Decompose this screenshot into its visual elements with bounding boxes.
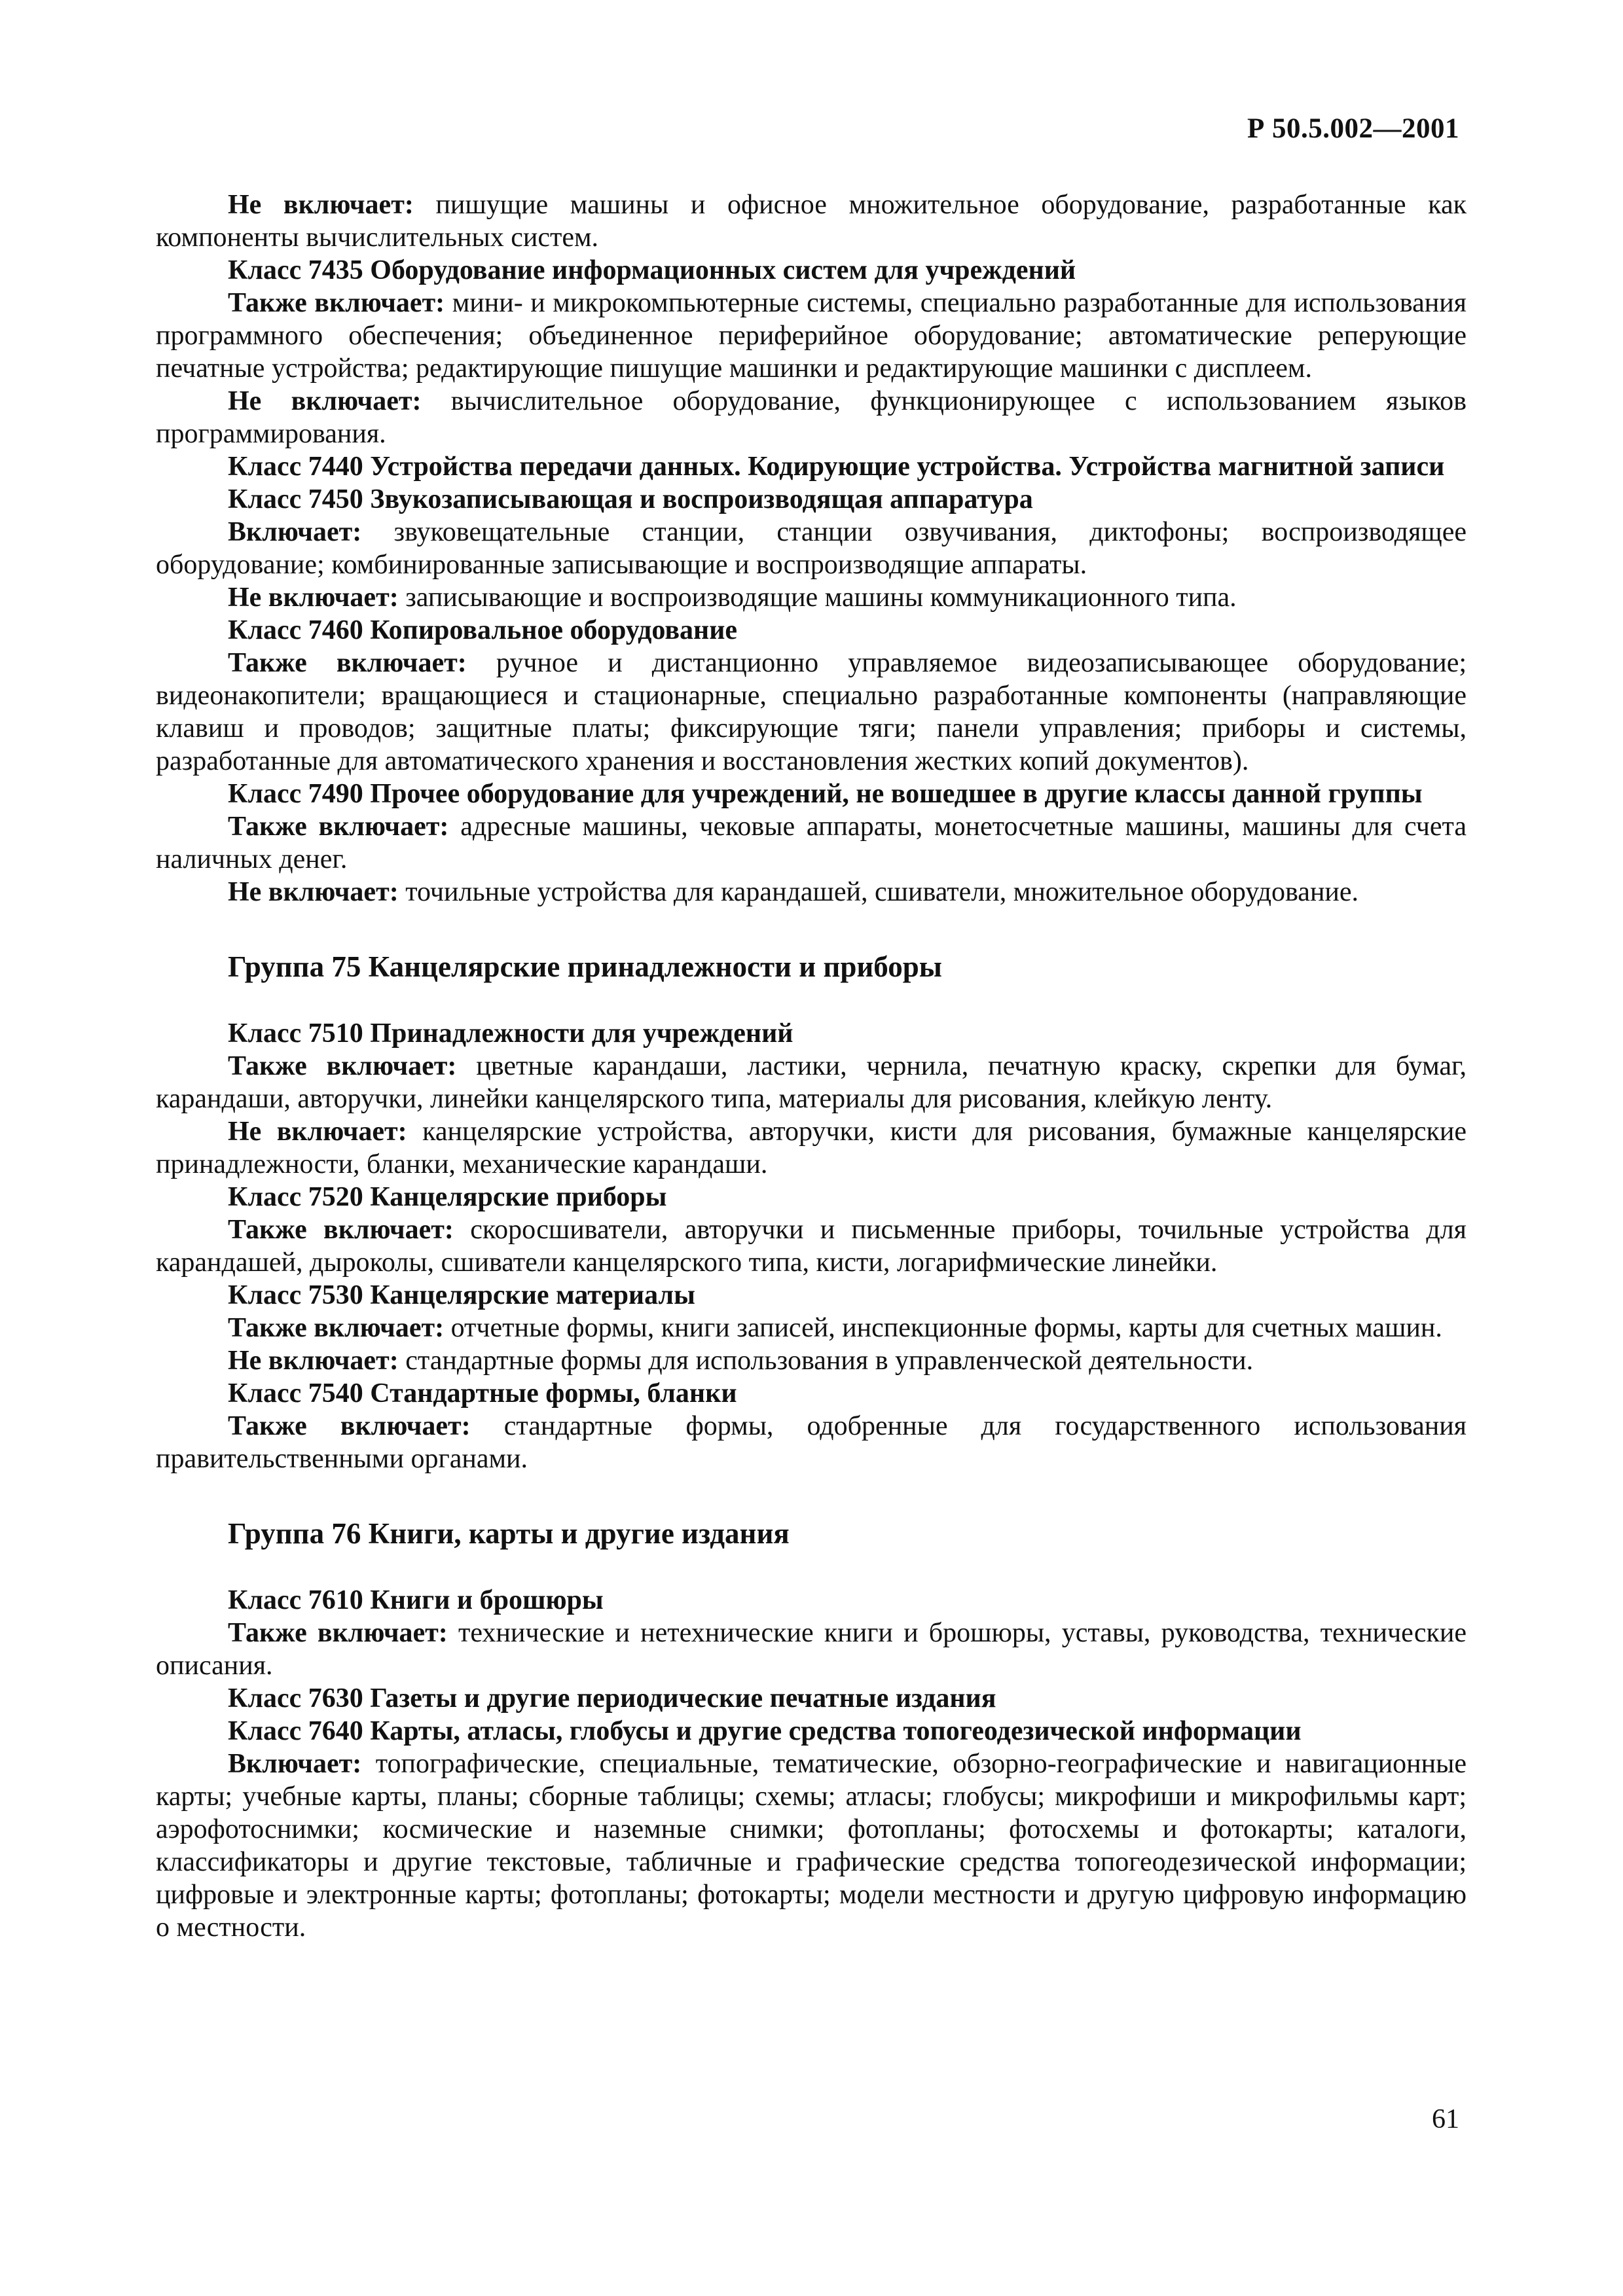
paragraph-label: Включает: bbox=[228, 517, 362, 547]
paragraph-text: ручное и дистанционно управляемое видеозаписывающее оборудование; видеонакопители; вращающиеся и стационарные, специально разработанные компоненты (направляющие клавиш и проводов; защитные платы; фиксирующие тяги; панели управления; приборы и системы, разработанные для автоматического хранения и восстановления жестких копий документов). bbox=[156, 648, 1467, 776]
paragraph bbox=[156, 1050, 1467, 1115]
paragraph-label: Также включает: bbox=[228, 812, 449, 842]
paragraph-label: Также включает: bbox=[228, 1313, 445, 1343]
paragraph-text: записывающие и воспроизводящие машины коммуникационного типа. bbox=[405, 583, 1237, 613]
paragraph-text: пишущие машины и офисное множительное оборудование, разработанные как компоненты вычислительных систем. bbox=[156, 190, 1467, 253]
paragraph-text: звуковещательные станции, станции озвучивания, диктофоны; воспроизводящее оборудование; комбинированные записывающие и воспроизводящие аппараты. bbox=[156, 517, 1467, 580]
paragraph-text: канцелярские устройства, авторучки, кисти для рисования, бумажные канцелярские принадлежности, бланки, механические карандаши. bbox=[156, 1117, 1467, 1179]
paragraph bbox=[156, 1312, 1467, 1344]
paragraph-label: Не включает: bbox=[228, 190, 414, 220]
paragraph-text: цветные карандаши, ластики, чернила, печатную краску, скрепки для бумаг, карандаши, авторучки, линейки канцелярского типа, материалы для рисования, клейкую ленту. bbox=[156, 1051, 1467, 1114]
paragraph bbox=[156, 1748, 1467, 1944]
paragraph-text: вычислительное оборудование, функционирующее с использованием языков программирования. bbox=[156, 386, 1467, 449]
paragraph bbox=[156, 1410, 1467, 1475]
paragraph-label: Также включает: bbox=[228, 1051, 457, 1081]
class-heading: Класс 7640 Карты, атласы, глобусы и другие средства топогеодезической информации bbox=[228, 1716, 1302, 1746]
paragraph-text: топографические, специальные, тематические, обзорно-географические и навигационные карты; учебные карты, планы; сборные таблицы; схемы; атласы; глобусы; микрофиши и микрофильмы карт; аэрофотоснимки; космические и наземные снимки; фотопланы; фотосхемы и фотокарты; каталоги, классификаторы и другие текстовые, табличные и графические средства топогеодезической информации; цифровые и электронные карты; фотопланы; фотокарты; модели местности и другую цифровую информацию о местности. bbox=[156, 1749, 1467, 1943]
paragraph bbox=[156, 1344, 1467, 1377]
group-heading: Группа 76 Книги, карты и другие издания bbox=[228, 1517, 790, 1550]
class-heading: Класс 7520 Канцелярские приборы bbox=[228, 1182, 667, 1212]
paragraph-label: Также включает: bbox=[228, 1215, 454, 1245]
paragraph bbox=[156, 876, 1467, 908]
paragraph-label: Также включает: bbox=[228, 648, 467, 678]
class-heading: Класс 7440 Устройства передачи данных. Кодирующие устройства. Устройства магнитной записи bbox=[228, 452, 1445, 482]
paragraph bbox=[156, 287, 1467, 385]
paragraph-text: отчетные формы, книги записей, инспекционные формы, карты для счетных машин. bbox=[450, 1313, 1442, 1343]
document-body bbox=[156, 188, 1467, 1944]
class-heading: Класс 7450 Звукозаписывающая и воспроизводящая аппаратура bbox=[228, 484, 1033, 514]
paragraph bbox=[156, 1617, 1467, 1682]
group-heading: Группа 75 Канцелярские принадлежности и приборы bbox=[228, 950, 942, 983]
paragraph-label: Не включает: bbox=[228, 583, 399, 613]
paragraph bbox=[156, 188, 1467, 254]
class-heading: Класс 7460 Копировальное оборудование bbox=[228, 615, 738, 645]
class-heading: Класс 7610 Книги и брошюры bbox=[228, 1585, 604, 1615]
class-heading: Класс 7435 Оборудование информационных систем для учреждений bbox=[228, 255, 1076, 285]
paragraph-label: Не включает: bbox=[228, 877, 399, 907]
document-code: Р 50.5.002—2001 bbox=[1247, 113, 1459, 144]
paragraph-text: адресные машины, чековые аппараты, монетосчетные машины, машины для счета наличных денег. bbox=[156, 812, 1467, 874]
paragraph-label: Также включает: bbox=[228, 1618, 448, 1648]
page-number: 61 bbox=[1432, 2104, 1459, 2134]
paragraph-label: Не включает: bbox=[228, 1346, 399, 1376]
paragraph bbox=[156, 1213, 1467, 1279]
class-heading: Класс 7490 Прочее оборудование для учреждений, не вошедшее в другие классы данной группы bbox=[228, 779, 1423, 809]
paragraph-text: стандартные формы для использования в управленческой деятельности. bbox=[405, 1346, 1254, 1376]
paragraph-label: Также включает: bbox=[228, 288, 445, 318]
paragraph-text: скоросшиватели, авторучки и письменные приборы, точильные устройства для карандашей, дыроколы, сшиватели канцелярского типа, кисти, логарифмические линейки. bbox=[156, 1215, 1467, 1278]
paragraph-text: мини- и микрокомпьютерные системы, специально разработанные для использования программного обеспечения; объединенное периферийное оборудование; автоматические реперующие печатные устройства; редактирующие пишущие машинки и редактирующие машинки с дисплеем. bbox=[156, 288, 1467, 384]
class-heading: Класс 7510 Принадлежности для учреждений bbox=[228, 1018, 793, 1049]
paragraph bbox=[156, 581, 1467, 614]
paragraph-text: стандартные формы, одобренные для государственного использования правительственными органами. bbox=[156, 1411, 1467, 1474]
class-heading: Класс 7630 Газеты и другие периодические печатные издания bbox=[228, 1683, 996, 1713]
paragraph bbox=[156, 385, 1467, 450]
paragraph-text: точильные устройства для карандашей, сшиватели, множительное оборудование. bbox=[405, 877, 1359, 907]
paragraph-text: технические и нетехнические книги и брошюры, уставы, руководства, технические описания. bbox=[156, 1618, 1467, 1681]
paragraph-label: Также включает: bbox=[228, 1411, 471, 1441]
paragraph bbox=[156, 647, 1467, 778]
paragraph-label: Включает: bbox=[228, 1749, 362, 1779]
class-heading: Класс 7540 Стандартные формы, бланки bbox=[228, 1378, 737, 1408]
paragraph-label: Не включает: bbox=[228, 386, 422, 416]
paragraph bbox=[156, 516, 1467, 581]
class-heading: Класс 7530 Канцелярские материалы bbox=[228, 1280, 695, 1310]
paragraph-label: Не включает: bbox=[228, 1117, 407, 1147]
paragraph bbox=[156, 1115, 1467, 1181]
paragraph bbox=[156, 810, 1467, 876]
